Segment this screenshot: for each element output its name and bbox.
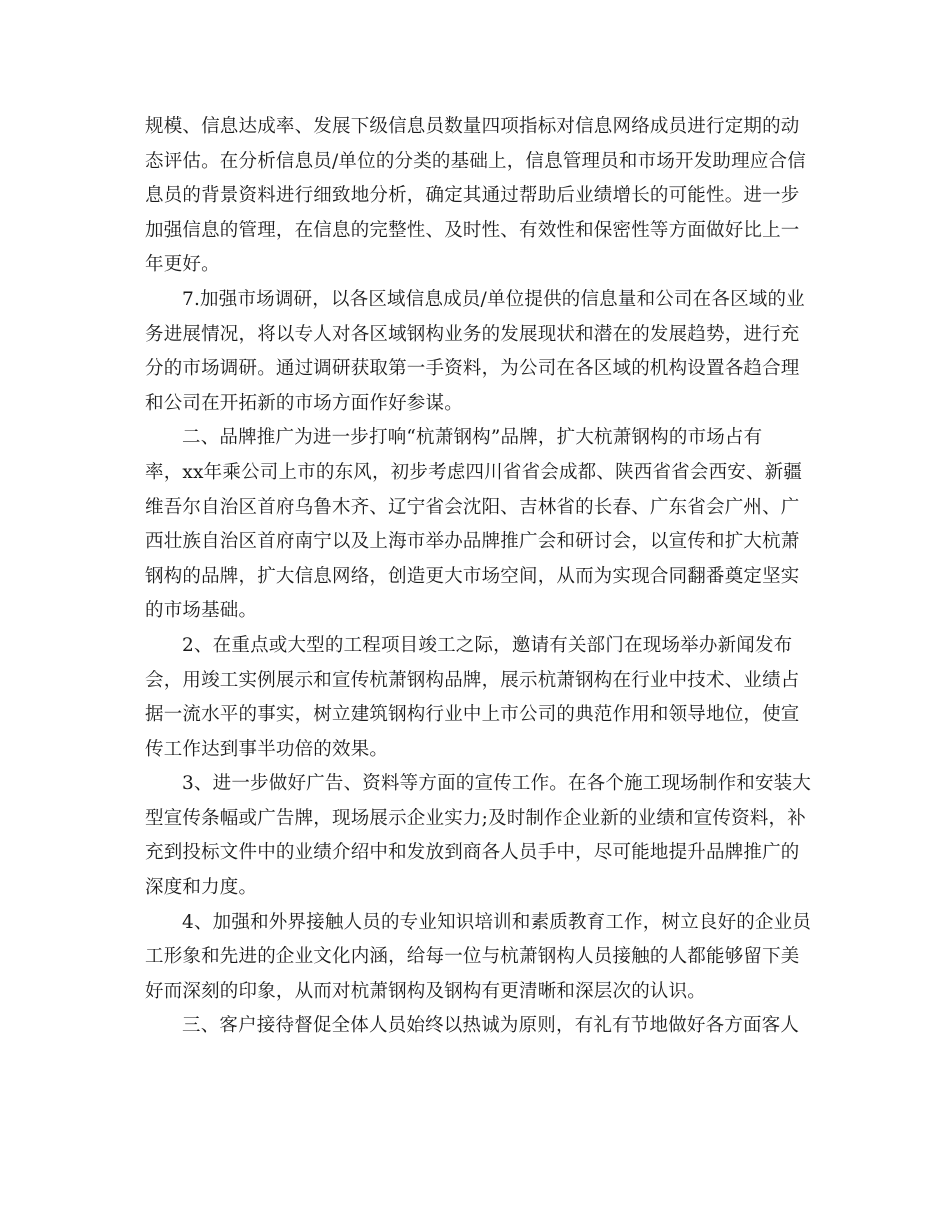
document-body [145,110,812,1044]
text-line: 规模、信息达成率、发展下级信息员数量四项指标对信息网络成员进行定期的动 [145,116,800,137]
text-line: 据一流水平的事实，树立建筑钢构行业中上市公司的典范作用和领导地位，使宣 [145,704,800,726]
text-line: 型宣传条幅或广告牌，现场展示企业实力;及时制作企业新的业绩和宣传资料，补 [145,807,806,829]
text-line: 2、在重点或大型的工程项目竣工之际，邀请有关部门在现场举办新闻发布 [182,634,793,656]
text-line: 传工作达到事半功倍的效果。 [145,738,389,760]
text-line: 年更好。 [145,254,220,276]
text-line: 西壮族自治区首府南宁以及上海市举办品牌推广会和研讨会，以宣传和扩大杭萧 [145,531,800,553]
text-line: 和公司在开拓新的市场方面作好参谋。 [145,392,463,414]
text-line: 的市场基础。 [145,600,258,622]
text-line: 会，用竣工实例展示和宣传杭萧钢构品牌，展示杭萧钢构在行业中技术、业绩占 [145,669,800,691]
text-line: 3、进一步做好广告、资料等方面的宣传工作。在各个施工现场制作和安装大 [182,773,812,795]
text-line: 率，xx年乘公司上市的东风，初步考虑四川省省会成都、陕西省省会西安、新疆 [145,461,803,483]
text-line: 好而深刻的印象，从而对杭萧钢构及钢构有更清晰和深层次的认识。 [145,980,707,1002]
paragraph [145,421,812,629]
paragraph [145,1009,812,1044]
text-line: 7.加强市场调研，以各区域信息成员/单位提供的信息量和公司在各区域的业 [182,288,805,310]
paragraph [145,906,812,1010]
text-line: 息员的背景资料进行细致地分析，确定其通过帮助后业绩增长的可能性。进一步 [145,185,800,207]
text-line: 三、客户接待督促全体人员始终以热诚为原则，有礼有节地做好各方面客人 [182,1015,800,1037]
paragraph [145,110,812,283]
text-line: 分的市场调研。通过调研获取第一手资料，为公司在各区域的机构设置各趋合理 [145,358,800,380]
text-line: 加强信息的管理，在信息的完整性、及时性、有效性和保密性等方面做好比上一 [145,219,800,241]
text-line: 4、加强和外界接触人员的专业知识培训和素质教育工作，树立良好的企业员 [182,911,812,933]
paragraph [145,629,812,767]
text-line: 务进展情况，将以专人对各区域钢构业务的发展现状和潜在的发展趋势，进行充 [145,323,800,345]
text-line: 维吾尔自治区首府乌鲁木齐、辽宁省会沈阳、吉林省的长春、广东省会广州、广 [145,496,800,518]
text-line: 二、品牌推广为进一步打响“杭萧钢构”品牌，扩大杭萧钢构的市场占有 [182,427,763,449]
text-line: 态评估。在分析信息员/单位的分类的基础上，信息管理员和市场开发助理应合信 [145,150,806,172]
paragraph [145,283,812,421]
text-line: 钢构的品牌，扩大信息网络，创造更大市场空间，从而为实现合同翻番奠定坚实 [145,565,800,587]
paragraph [145,767,812,905]
text-line: 充到投标文件中的业绩介绍中和发放到商各人员手中，尽可能地提升品牌推广的 [145,842,800,864]
text-line: 深度和力度。 [145,877,258,899]
text-line: 工形象和先进的企业文化内涵，给每一位与杭萧钢构人员接触的人都能够留下美 [145,946,800,968]
